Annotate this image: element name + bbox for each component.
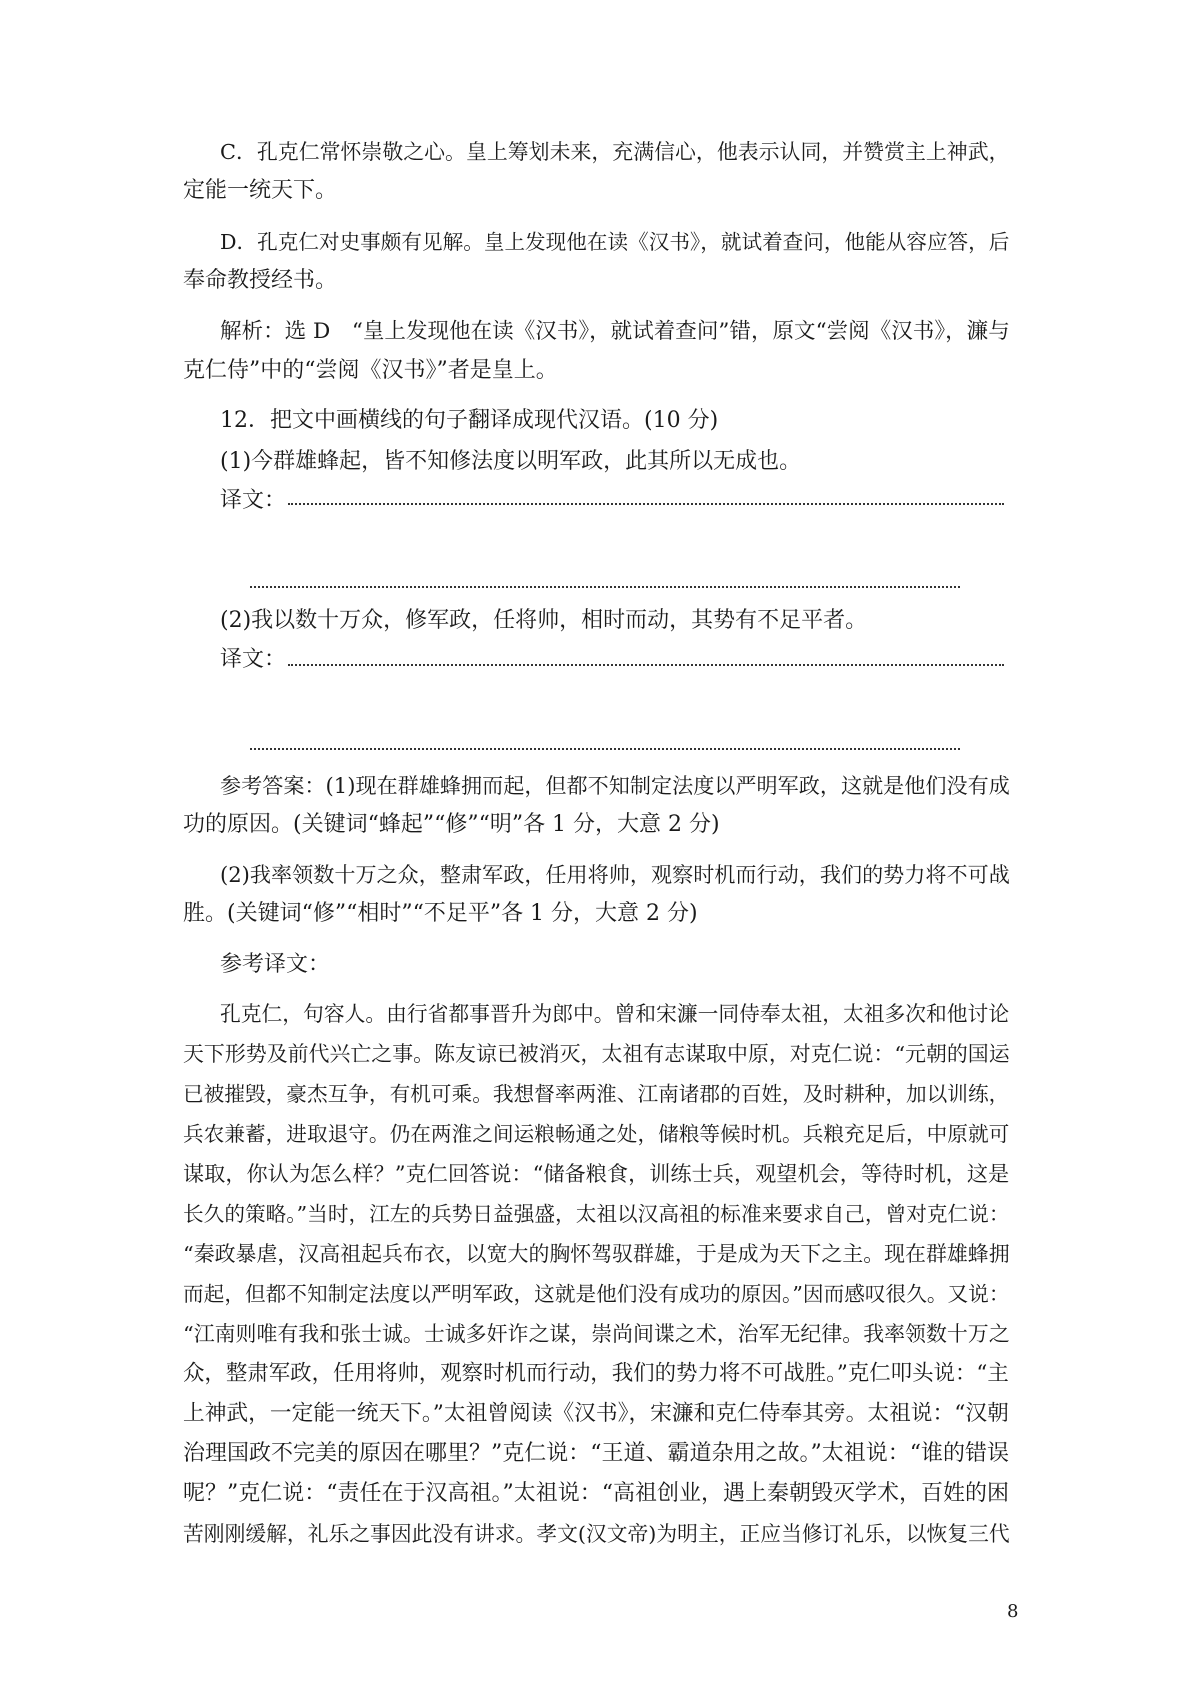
translation-text-line: 谋取，你认为怎么样？”克仁回答说：“储备粮食，训练士兵，观望机会，等待时机，这是 <box>183 1161 1010 1186</box>
translation-label-2: 译文： <box>220 647 287 672</box>
analysis-line-2: 克仁侍”中的“尝阅《汉书》”者是皇上。 <box>183 358 558 383</box>
option-d-line-1: D．孔克仁对史事颇有见解。皇上发现他在读《汉书》，就试着查问，他能从容应答，后 <box>220 230 1010 254</box>
translation-text-line: 苦刚刚缓解，礼乐之事因此没有讲求。孝文(汉文帝)为明主，正应当修订礼乐，以恢复三代 <box>183 1522 1010 1546</box>
analysis-line-1: 解析：选 D “皇上发现他在读《汉书》，就试着查问”错，原文“尝阅《汉书》，濂与 <box>220 319 1010 344</box>
translation-text-line: 上神武，一定能一统天下。”太祖曾阅读《汉书》，宋濂和克仁侍奉其旁。太祖说：“汉朝 <box>183 1401 1009 1426</box>
translation-text-line: 兵农兼蓄，进取退守。仍在两淮之间运粮畅通之处，储粮等候时机。兵粮充足后，中原就可 <box>183 1122 1010 1146</box>
translation-text-line: 众，整肃军政，任用将帅，观察时机而行动，我们的势力将不可战胜。”克仁叩头说：“主 <box>183 1361 1009 1386</box>
translation-text-line: 治理国政不完美的原因在哪里？”克仁说：“王道、霸道杂用之故。”太祖说：“谁的错误 <box>183 1441 1009 1466</box>
question-12: 12．把文中画横线的句子翻译成现代汉语。(10 分) <box>220 408 719 433</box>
option-c-line-2: 定能一统天下。 <box>183 178 338 203</box>
translation-text-line: 而起，但都不知制定法度以严明军政，这就是他们没有成功的原因。”因而感叹很久。又说： <box>183 1282 1010 1306</box>
translation-text-line: 长久的策略。”当时，江左的兵势日益强盛，太祖以汉高祖的标准来要求自己，曾对克仁说： <box>183 1202 1010 1226</box>
option-c-line-1: C．孔克仁常怀崇敬之心。皇上筹划未来，充满信心，他表示认同，并赞赏主上神武， <box>220 140 1010 164</box>
translation-text-line: 呢？”克仁说：“责任在于汉高祖。”太祖说：“高祖创业，遇上秦朝毁灭学术，百姓的困 <box>183 1481 1009 1506</box>
answer-line-1: 参考答案：(1)现在群雄蜂拥而起，但都不知制定法度以严明军政，这就是他们没有成 <box>220 773 1010 798</box>
answer-line-3: (2)我率领数十万之众，整肃军政，任用将帅，观察时机而行动，我们的势力将不可战 <box>220 862 1010 887</box>
answer-blank-line <box>250 586 960 588</box>
sentence-2: (2)我以数十万众，修军政，任将帅，相时而动，其势有不足平者。 <box>220 608 868 633</box>
translation-text-line: 已被摧毁，豪杰互争，有机可乘。我想督率两淮、江南诸郡的百姓，及时耕种，加以训练， <box>183 1082 1010 1106</box>
option-d-line-2: 奉命教授经书。 <box>183 268 338 293</box>
answer-blank-line <box>288 664 1004 666</box>
translation-text-line: 孔克仁，句容人。由行省都事晋升为郎中。曾和宋濂一同侍奉太祖，太祖多次和他讨论 <box>220 1002 1010 1026</box>
answer-blank-line <box>288 503 1004 505</box>
reference-translation-heading: 参考译文： <box>220 952 331 977</box>
translation-text-line: “江南则唯有我和张士诚。士诚多奸诈之谋，崇尚间谍之术，治军无纪律。我率领数十万之 <box>183 1322 1010 1346</box>
sentence-1: (1)今群雄蜂起，皆不知修法度以明军政，此其所以无成也。 <box>220 449 802 474</box>
translation-label-1: 译文： <box>220 488 287 513</box>
answer-line-4: 胜。(关键词“修”“相时”“不足平”各 1 分，大意 2 分) <box>183 901 698 926</box>
answer-blank-line <box>250 748 960 750</box>
answer-line-2: 功的原因。(关键词“蜂起”“修”“明”各 1 分，大意 2 分) <box>183 812 720 837</box>
translation-text-line: 天下形势及前代兴亡之事。陈友谅已被消灭，太祖有志谋取中原，对克仁说：“元朝的国运 <box>183 1042 1010 1066</box>
page-number: 8 <box>1007 1601 1019 1622</box>
translation-text-line: “秦政暴虐，汉高祖起兵布衣，以宽大的胸怀驾驭群雄，于是成为天下之主。现在群雄蜂拥 <box>183 1242 1010 1266</box>
